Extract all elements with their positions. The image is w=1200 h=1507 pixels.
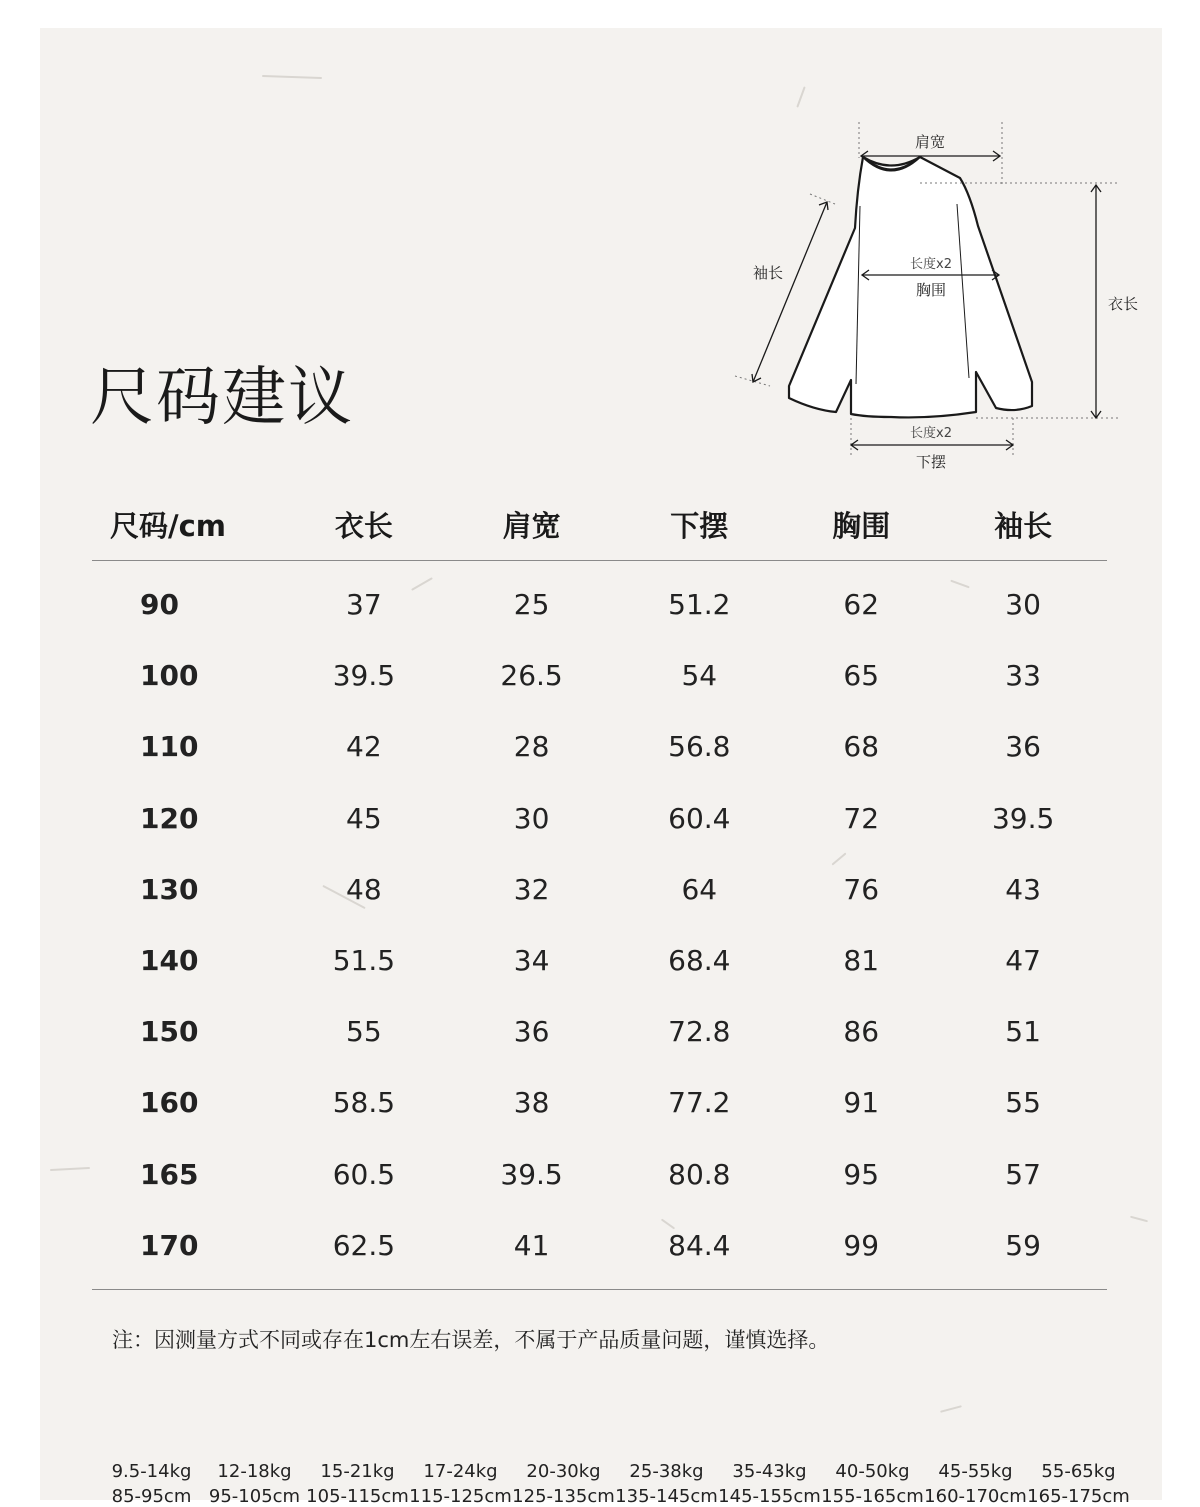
label-chest: 胸围 bbox=[915, 281, 947, 299]
page-title: 尺码建议 bbox=[90, 361, 354, 435]
height-range: 165-175cm bbox=[1027, 1486, 1130, 1507]
body-size-ranges bbox=[100, 1461, 1130, 1507]
cell: 47 bbox=[1005, 944, 1041, 978]
height-range: 145-155cm bbox=[718, 1486, 821, 1507]
cell-size: 165 bbox=[140, 1157, 199, 1191]
label-hem: 下摆 bbox=[915, 453, 947, 471]
table-row bbox=[92, 711, 1107, 782]
cell: 57 bbox=[1005, 1157, 1041, 1191]
table-row bbox=[92, 1210, 1107, 1287]
cell: 62.5 bbox=[332, 1228, 396, 1262]
cell: 60.4 bbox=[668, 801, 731, 835]
measurement-note: 注：因测量方式不同或存在1cm左右误差，不属于产品质量问题，谨慎选择。 bbox=[112, 1328, 830, 1352]
cell: 30 bbox=[513, 801, 550, 835]
cell: 37 bbox=[346, 588, 382, 622]
header-chest: 胸围 bbox=[783, 488, 939, 561]
size-guide-card bbox=[40, 28, 1162, 1507]
cell-size: 100 bbox=[140, 659, 199, 693]
cell: 65 bbox=[843, 659, 880, 693]
cell: 77.2 bbox=[668, 1086, 731, 1120]
cell: 56.8 bbox=[668, 730, 731, 764]
size-table bbox=[92, 488, 1107, 1287]
cell: 91 bbox=[843, 1086, 880, 1120]
cell: 45 bbox=[346, 801, 382, 835]
height-range: 160-170cm bbox=[924, 1486, 1027, 1507]
cell: 38 bbox=[513, 1086, 550, 1120]
cell: 39.5 bbox=[500, 1157, 563, 1191]
header-length: 衣长 bbox=[280, 488, 448, 561]
weight-range: 45-55kg bbox=[938, 1461, 1013, 1482]
label-hem-note: 长度x2 bbox=[910, 426, 952, 441]
cell: 51.2 bbox=[668, 588, 731, 622]
cell-size: 90 bbox=[140, 588, 179, 622]
cell: 39.5 bbox=[332, 659, 396, 693]
cell: 51.5 bbox=[332, 944, 396, 978]
weight-range: 20-30kg bbox=[526, 1461, 601, 1482]
weight-range: 15-21kg bbox=[320, 1461, 395, 1482]
height-range: 95-105cm bbox=[208, 1486, 301, 1507]
header-size: 尺码/cm bbox=[92, 488, 280, 561]
table-row bbox=[92, 996, 1107, 1067]
table-divider bbox=[92, 1289, 1107, 1290]
weight-range: 12-18kg bbox=[217, 1461, 292, 1482]
cell: 43 bbox=[1005, 872, 1041, 906]
weight-range: 55-65kg bbox=[1041, 1461, 1116, 1482]
label-length: 衣长 bbox=[1107, 295, 1139, 313]
weight-range: 17-24kg bbox=[423, 1461, 498, 1482]
cell: 39.5 bbox=[991, 801, 1055, 835]
cell: 60.5 bbox=[332, 1157, 396, 1191]
cell: 55 bbox=[346, 1015, 382, 1049]
cell: 48 bbox=[346, 872, 382, 906]
header-hem: 下摆 bbox=[615, 488, 783, 561]
height-range: 85-95cm bbox=[111, 1486, 192, 1507]
table-row bbox=[92, 1139, 1107, 1210]
cell: 95 bbox=[843, 1157, 880, 1191]
cell: 36 bbox=[513, 1015, 550, 1049]
cell: 54 bbox=[681, 659, 718, 693]
label-chest-note: 长度x2 bbox=[910, 257, 952, 272]
cell: 59 bbox=[1005, 1228, 1041, 1262]
label-shoulder: 肩宽 bbox=[914, 133, 946, 151]
cell: 58.5 bbox=[332, 1086, 396, 1120]
weight-range: 40-50kg bbox=[835, 1461, 910, 1482]
cell: 33 bbox=[1005, 659, 1041, 693]
cell: 26.5 bbox=[500, 659, 563, 693]
table-row bbox=[92, 640, 1107, 711]
label-sleeve: 袖长 bbox=[752, 264, 784, 282]
garment-measure-diagram bbox=[680, 86, 1139, 486]
table-header-row bbox=[92, 488, 1107, 561]
cell: 34 bbox=[513, 944, 550, 978]
cell: 32 bbox=[513, 872, 550, 906]
cell: 72.8 bbox=[668, 1015, 731, 1049]
cell-size: 140 bbox=[140, 944, 199, 978]
cell-size: 110 bbox=[140, 730, 199, 764]
cell: 68.4 bbox=[668, 944, 731, 978]
weight-range-row bbox=[100, 1461, 1130, 1482]
table-row bbox=[92, 783, 1107, 854]
cell: 80.8 bbox=[668, 1157, 731, 1191]
cell: 36 bbox=[1005, 730, 1041, 764]
height-range: 135-145cm bbox=[615, 1486, 718, 1507]
cell-size: 120 bbox=[140, 801, 199, 835]
height-range-row bbox=[100, 1486, 1130, 1507]
cell: 51 bbox=[1005, 1015, 1041, 1049]
cell: 25 bbox=[513, 588, 550, 622]
cell-size: 160 bbox=[140, 1086, 199, 1120]
cell: 42 bbox=[346, 730, 382, 764]
cell: 84.4 bbox=[668, 1228, 731, 1262]
weight-range: 25-38kg bbox=[629, 1461, 704, 1482]
cell: 68 bbox=[843, 730, 880, 764]
cell: 81 bbox=[843, 944, 880, 978]
sweater-illustration bbox=[680, 86, 1139, 486]
cell: 76 bbox=[843, 872, 880, 906]
cell: 62 bbox=[843, 588, 880, 622]
height-range: 115-125cm bbox=[409, 1486, 512, 1507]
cell: 72 bbox=[843, 801, 880, 835]
height-range: 155-165cm bbox=[821, 1486, 924, 1507]
cell-size: 130 bbox=[140, 872, 199, 906]
cell: 30 bbox=[1005, 588, 1041, 622]
cell: 86 bbox=[843, 1015, 880, 1049]
height-range: 105-115cm bbox=[306, 1486, 409, 1507]
weight-range: 35-43kg bbox=[732, 1461, 807, 1482]
cell: 64 bbox=[681, 872, 718, 906]
header-shoulder: 肩宽 bbox=[448, 488, 616, 561]
table-row bbox=[92, 854, 1107, 925]
table-row bbox=[92, 561, 1107, 641]
header-sleeve: 袖长 bbox=[939, 488, 1107, 561]
cell-size: 150 bbox=[140, 1015, 199, 1049]
cell: 99 bbox=[843, 1228, 880, 1262]
weight-range: 9.5-14kg bbox=[111, 1461, 192, 1482]
cell-size: 170 bbox=[140, 1228, 199, 1262]
cell: 28 bbox=[513, 730, 550, 764]
height-range: 125-135cm bbox=[512, 1486, 615, 1507]
table-row bbox=[92, 925, 1107, 996]
cell: 41 bbox=[513, 1228, 550, 1262]
cell: 55 bbox=[1005, 1086, 1041, 1120]
table-row bbox=[92, 1067, 1107, 1138]
